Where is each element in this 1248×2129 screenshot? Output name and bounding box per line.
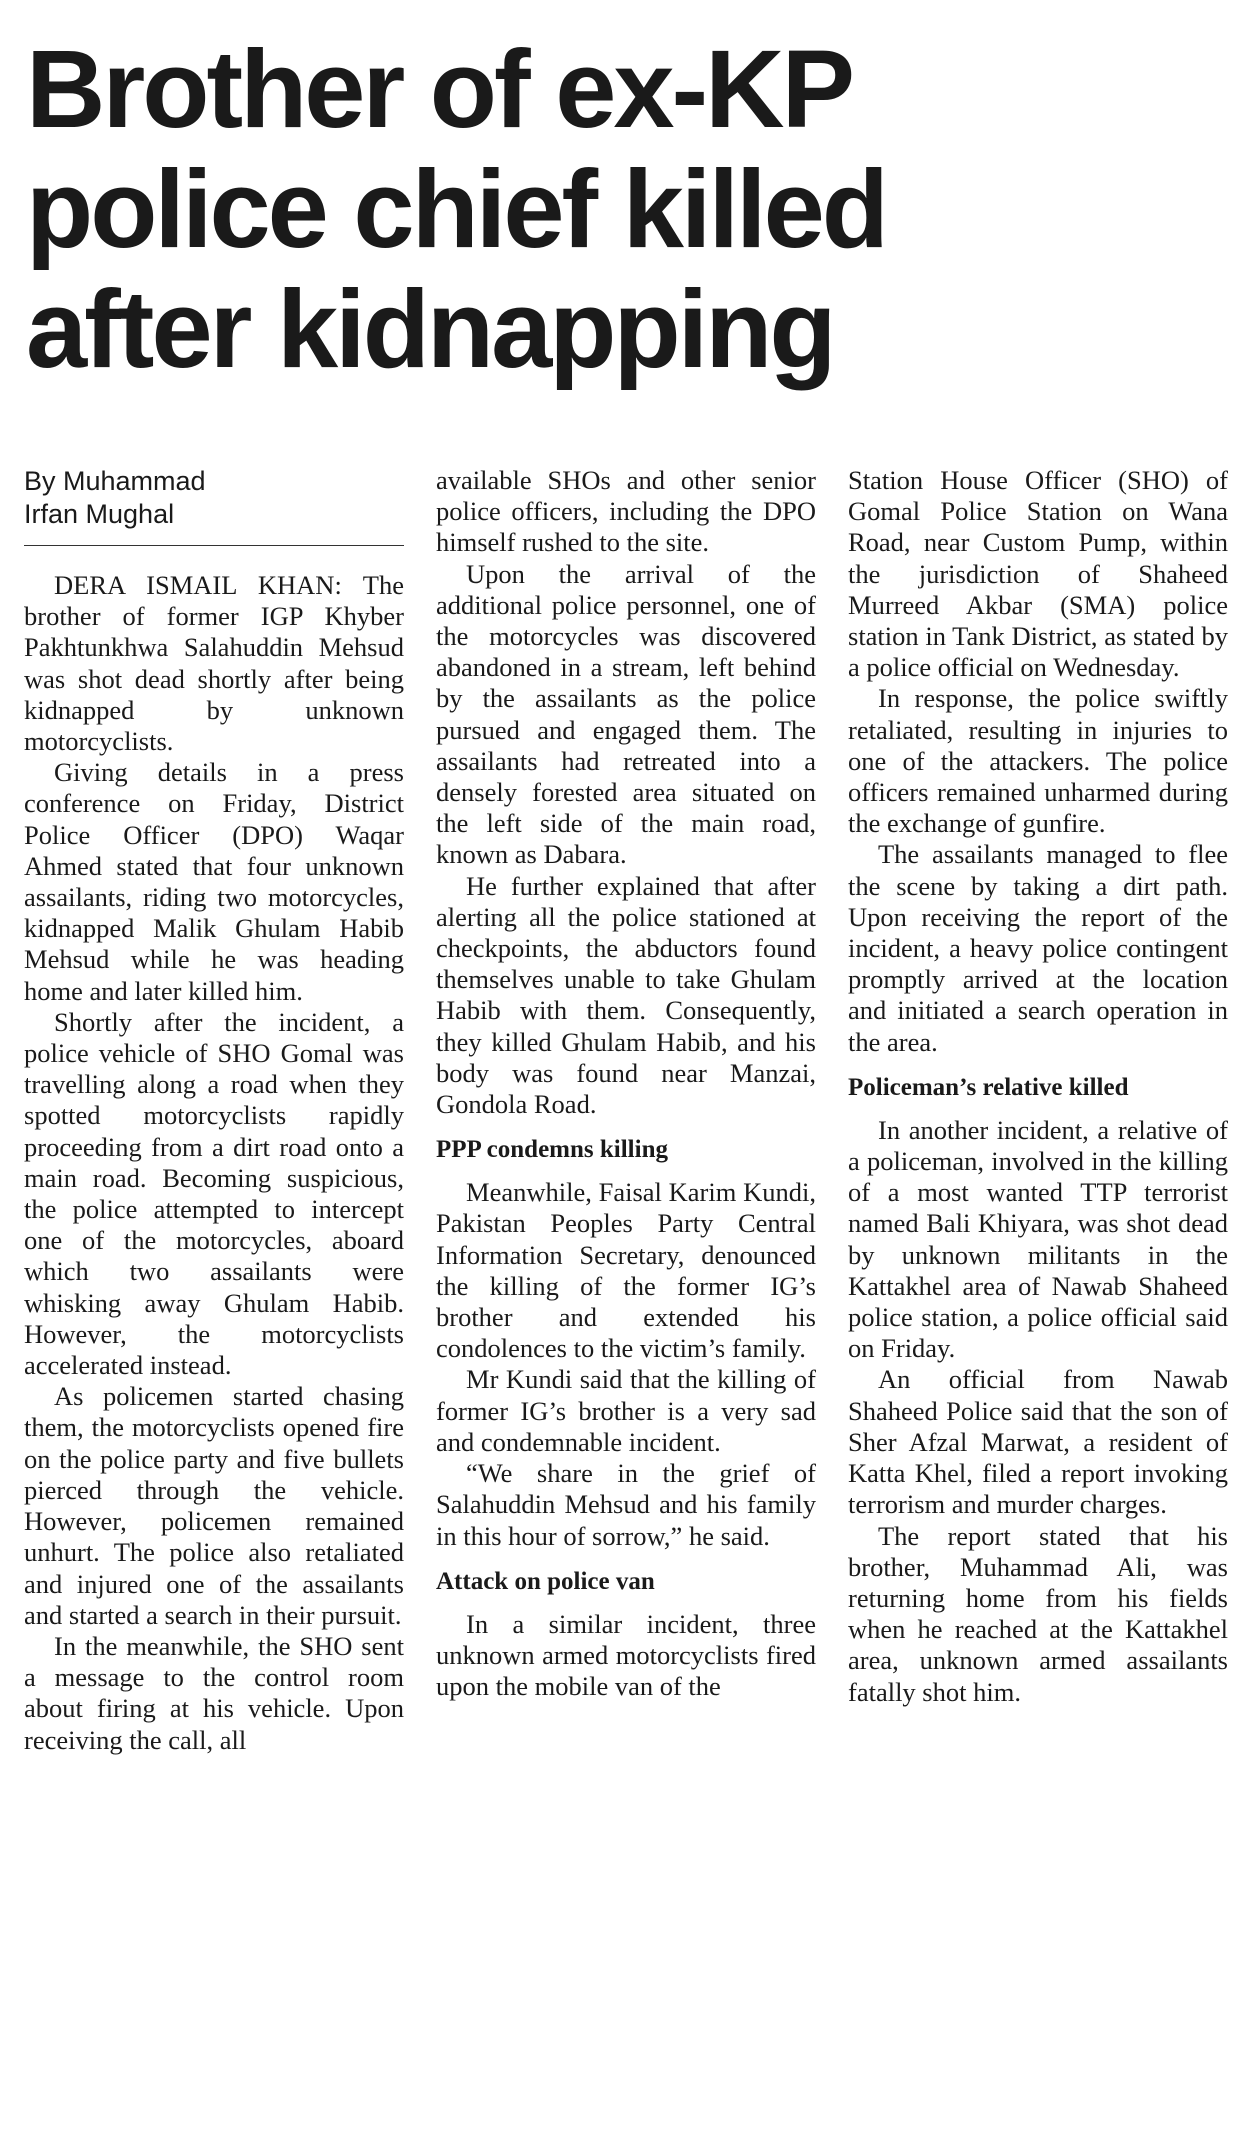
paragraph: Upon the arrival of the additional police personnel, one of the motorcycles was discovered abandoned in a stream, left behind by the assailants as the police pursued and engaged them. The assailants had retreated into a densely forested area situated on the left side of the main road, known as Dabara.	[436, 558, 816, 870]
paragraph: As policemen started chasing them, the motorcyclists opened fire on the police party and five bullets pierced through the vehicle. However, policemen remained unhurt. The police also retaliated and injured one of the assailants and started a search in their pursuit.	[24, 1381, 404, 1630]
headline-line-1: Brother of ex-KP	[26, 28, 852, 151]
headline	[26, 30, 1226, 390]
subheading: Policeman’s relative killed	[848, 1073, 1129, 1101]
paragraph: An official from Nawab Shaheed Police said that the son of Sher Afzal Marwat, a resident of Katta Khel, filed a report invoking terrorism and murder charges.	[848, 1364, 1228, 1520]
headline-line-2: police chief killed	[26, 148, 886, 271]
paragraph: Station House Officer (SHO) of Gomal Police Station on Wana Road, near Custom Pump, within the jurisdiction of Shaheed Murreed Akbar (SMA) police station in Tank District, as stated by a police official on Wednesday.	[848, 465, 1228, 683]
paragraph: Meanwhile, Faisal Karim Kundi, Pakistan Peoples Party Central Information Secretary, denounced the killing of the former IG’s brother and extended his condolences to the victim’s family.	[436, 1177, 816, 1364]
subheading: Attack on police van	[436, 1567, 655, 1595]
subheading: PPP condemns killing	[436, 1136, 668, 1164]
paragraph: Shortly after the incident, a police vehicle of SHO Gomal was travelling along a road when they spotted motorcyclists rapidly proceeding from a dirt road onto a main road. Becoming suspicious, the police attempted to intercept one of the motorcycles, aboard which two assailants were whisking away Ghulam Habib. However, the motorcyclists accelerated instead.	[24, 1006, 404, 1381]
paragraph: In response, the police swiftly retaliated, resulting in injuries to one of the attackers. The police officers remained unharmed during the exchange of gunfire.	[848, 683, 1228, 839]
article-column-1	[24, 465, 404, 1756]
paragraph: The assailants managed to flee the scene by taking a dirt path. Upon receiving the report of the incident, a heavy police contingent promptly arrived at the location and initiated a search operation in the area.	[848, 839, 1228, 1057]
paragraph: Mr Kundi said that the killing of former IG’s brother is a very sad and condemnable incident.	[436, 1364, 816, 1457]
paragraph: available SHOs and other senior police officers, including the DPO himself rushed to the site.	[436, 465, 816, 558]
byline-line-1: By Muhammad	[24, 466, 206, 496]
headline-line-3: after kidnapping	[26, 268, 834, 391]
byline-line-2: Irfan Mughal	[24, 499, 175, 529]
paragraph: Giving details in a press conference on Friday, District Police Officer (DPO) Waqar Ahmed stated that four unknown assailants, riding two motorcycles, kidnapped Malik Ghulam Habib Mehsud while he was heading home and later killed him.	[24, 757, 404, 1006]
paragraph: “We share in the grief of Salahuddin Mehsud and his family in this hour of sorrow,” he said.	[436, 1458, 816, 1551]
paragraph: He further explained that after alerting all the police stationed at checkpoints, the abductors found themselves unable to take Ghulam Habib with them. Consequently, they killed Ghulam Habib, and his body was found near Manzai, Gondola Road.	[436, 870, 816, 1120]
article-column-2	[436, 465, 816, 1702]
paragraph: The report stated that his brother, Muhammad Ali, was returning home from his fields when he reached at the Kattakhel area, unknown armed assailants fatally shot him.	[848, 1520, 1228, 1707]
paragraph: DERA ISMAIL KHAN: The brother of former IGP Khyber Pakhtunkhwa Salahuddin Mehsud was shot dead shortly after being kidnapped by unknown motorcyclists.	[24, 570, 404, 757]
paragraph: In a similar incident, three unknown armed motorcyclists fired upon the mobile van of the	[436, 1608, 816, 1702]
byline	[24, 465, 404, 546]
article-column-3	[848, 465, 1228, 1708]
paragraph: In another incident, a relative of a policeman, involved in the killing of a most wanted TTP terrorist named Bali Khiyara, was shot dead by unknown militants in the Kattakhel area of Nawab Shaheed police station, a police official said on Friday.	[848, 1114, 1228, 1364]
paragraph: In the meanwhile, the SHO sent a message to the control room about firing at his vehicle. Upon receiving the call, all	[24, 1630, 404, 1755]
